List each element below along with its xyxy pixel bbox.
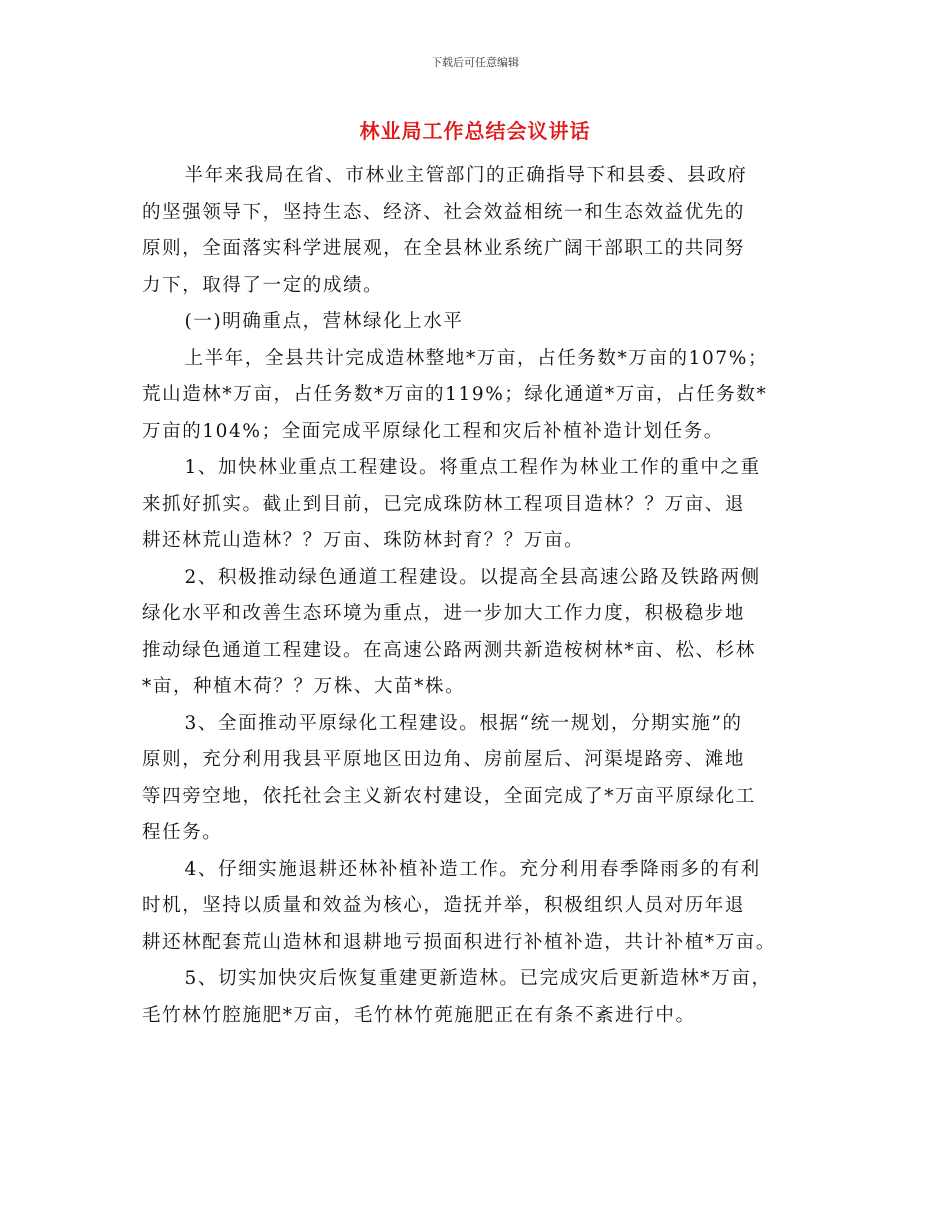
- paragraph-item-1: [142, 450, 816, 560]
- page-header-note: 下载后可任意编辑: [431, 56, 519, 69]
- text-line: 耕还林配套荒山造林和退耕地亏损面积进行补植补造，共计补植*万亩。: [142, 931, 776, 953]
- text-line: 5、切实加快灾后恢复重建更新造林。已完成灾后更新造林*万亩，: [184, 968, 772, 989]
- text-line: 时机，坚持以质量和效益为核心，造抚并举，积极组织人员对历年退: [142, 895, 746, 916]
- text-line: 万亩的104%；全面完成平原绿化工程和灾后补植补造计划任务。: [142, 420, 724, 442]
- text-line: 荒山造林*万亩，占任务数*万亩的119%；绿化通道*万亩，占任务数*: [142, 384, 768, 405]
- text-line: 原则，全面落实科学进展观，在全县林业系统广阔干部职工的共同努: [142, 238, 746, 259]
- paragraph-item-2: [142, 560, 816, 706]
- text-line: 1、加快林业重点工程建设。将重点工程作为林业工作的重中之重: [184, 457, 761, 478]
- text-line: 绿化水平和改善生态环境为重点，进一步加大工作力度，积极稳步地: [142, 603, 746, 624]
- document-body: [142, 158, 816, 1034]
- text-line: 毛竹林竹腔施肥*万亩，毛竹林竹蔸施肥正在有条不紊进行中。: [142, 1004, 696, 1026]
- paragraph-item-5: [142, 961, 816, 1034]
- text-line: 半年来我局在省、市林业主管部门的正确指导下和县委、县政府: [184, 165, 748, 186]
- text-line: 上半年，全县共计完成造林整地*万亩，占任务数*万亩的107%；: [184, 347, 769, 369]
- paragraph-item-4: [142, 852, 816, 962]
- text-line: 等四旁空地，依托社会主义新农村建设，全面完成了*万亩平原绿化工: [142, 785, 756, 807]
- text-line: 耕还林荒山造林？？万亩、珠防林封育？？万亩。: [142, 530, 585, 551]
- text-line: 来抓好抓实。截止到目前，已完成珠防林工程项目造林？？万亩、退: [142, 493, 746, 515]
- text-line: (一)明确重点，营林绿化上水平: [184, 311, 464, 332]
- section-heading: [142, 304, 816, 341]
- text-line: 2、积极推动绿色通道工程建设。以提高全县高速公路及铁路两侧: [184, 566, 761, 588]
- text-line: 的坚强领导下，坚持生态、经济、社会效益相统一和生态效益优先的: [142, 201, 746, 223]
- paragraph-summary: [142, 341, 816, 451]
- text-line: 4、仔细实施退耕还林补植补造工作。充分利用春季降雨多的有利: [184, 858, 761, 880]
- paragraph-item-3: [142, 706, 816, 852]
- document-title: 林业局工作总结会议讲话: [359, 119, 591, 143]
- text-line: 推动绿色通道工程建设。在高速公路两测共新造桉树林*亩、松、杉林: [142, 639, 756, 661]
- text-line: 力下，取得了一定的成绩。: [142, 274, 384, 296]
- text-line: 原则，充分利用我县平原地区田边角、房前屋后、河渠堤路旁、滩地: [142, 749, 746, 770]
- text-line: 3、全面推动平原绿化工程建设。根据“统一规划，分期实施”的: [184, 712, 743, 734]
- text-line: 程任务。: [142, 822, 223, 843]
- text-line: *亩，种植木荷？？万株、大苗*株。: [142, 676, 466, 697]
- paragraph-intro: [142, 158, 816, 304]
